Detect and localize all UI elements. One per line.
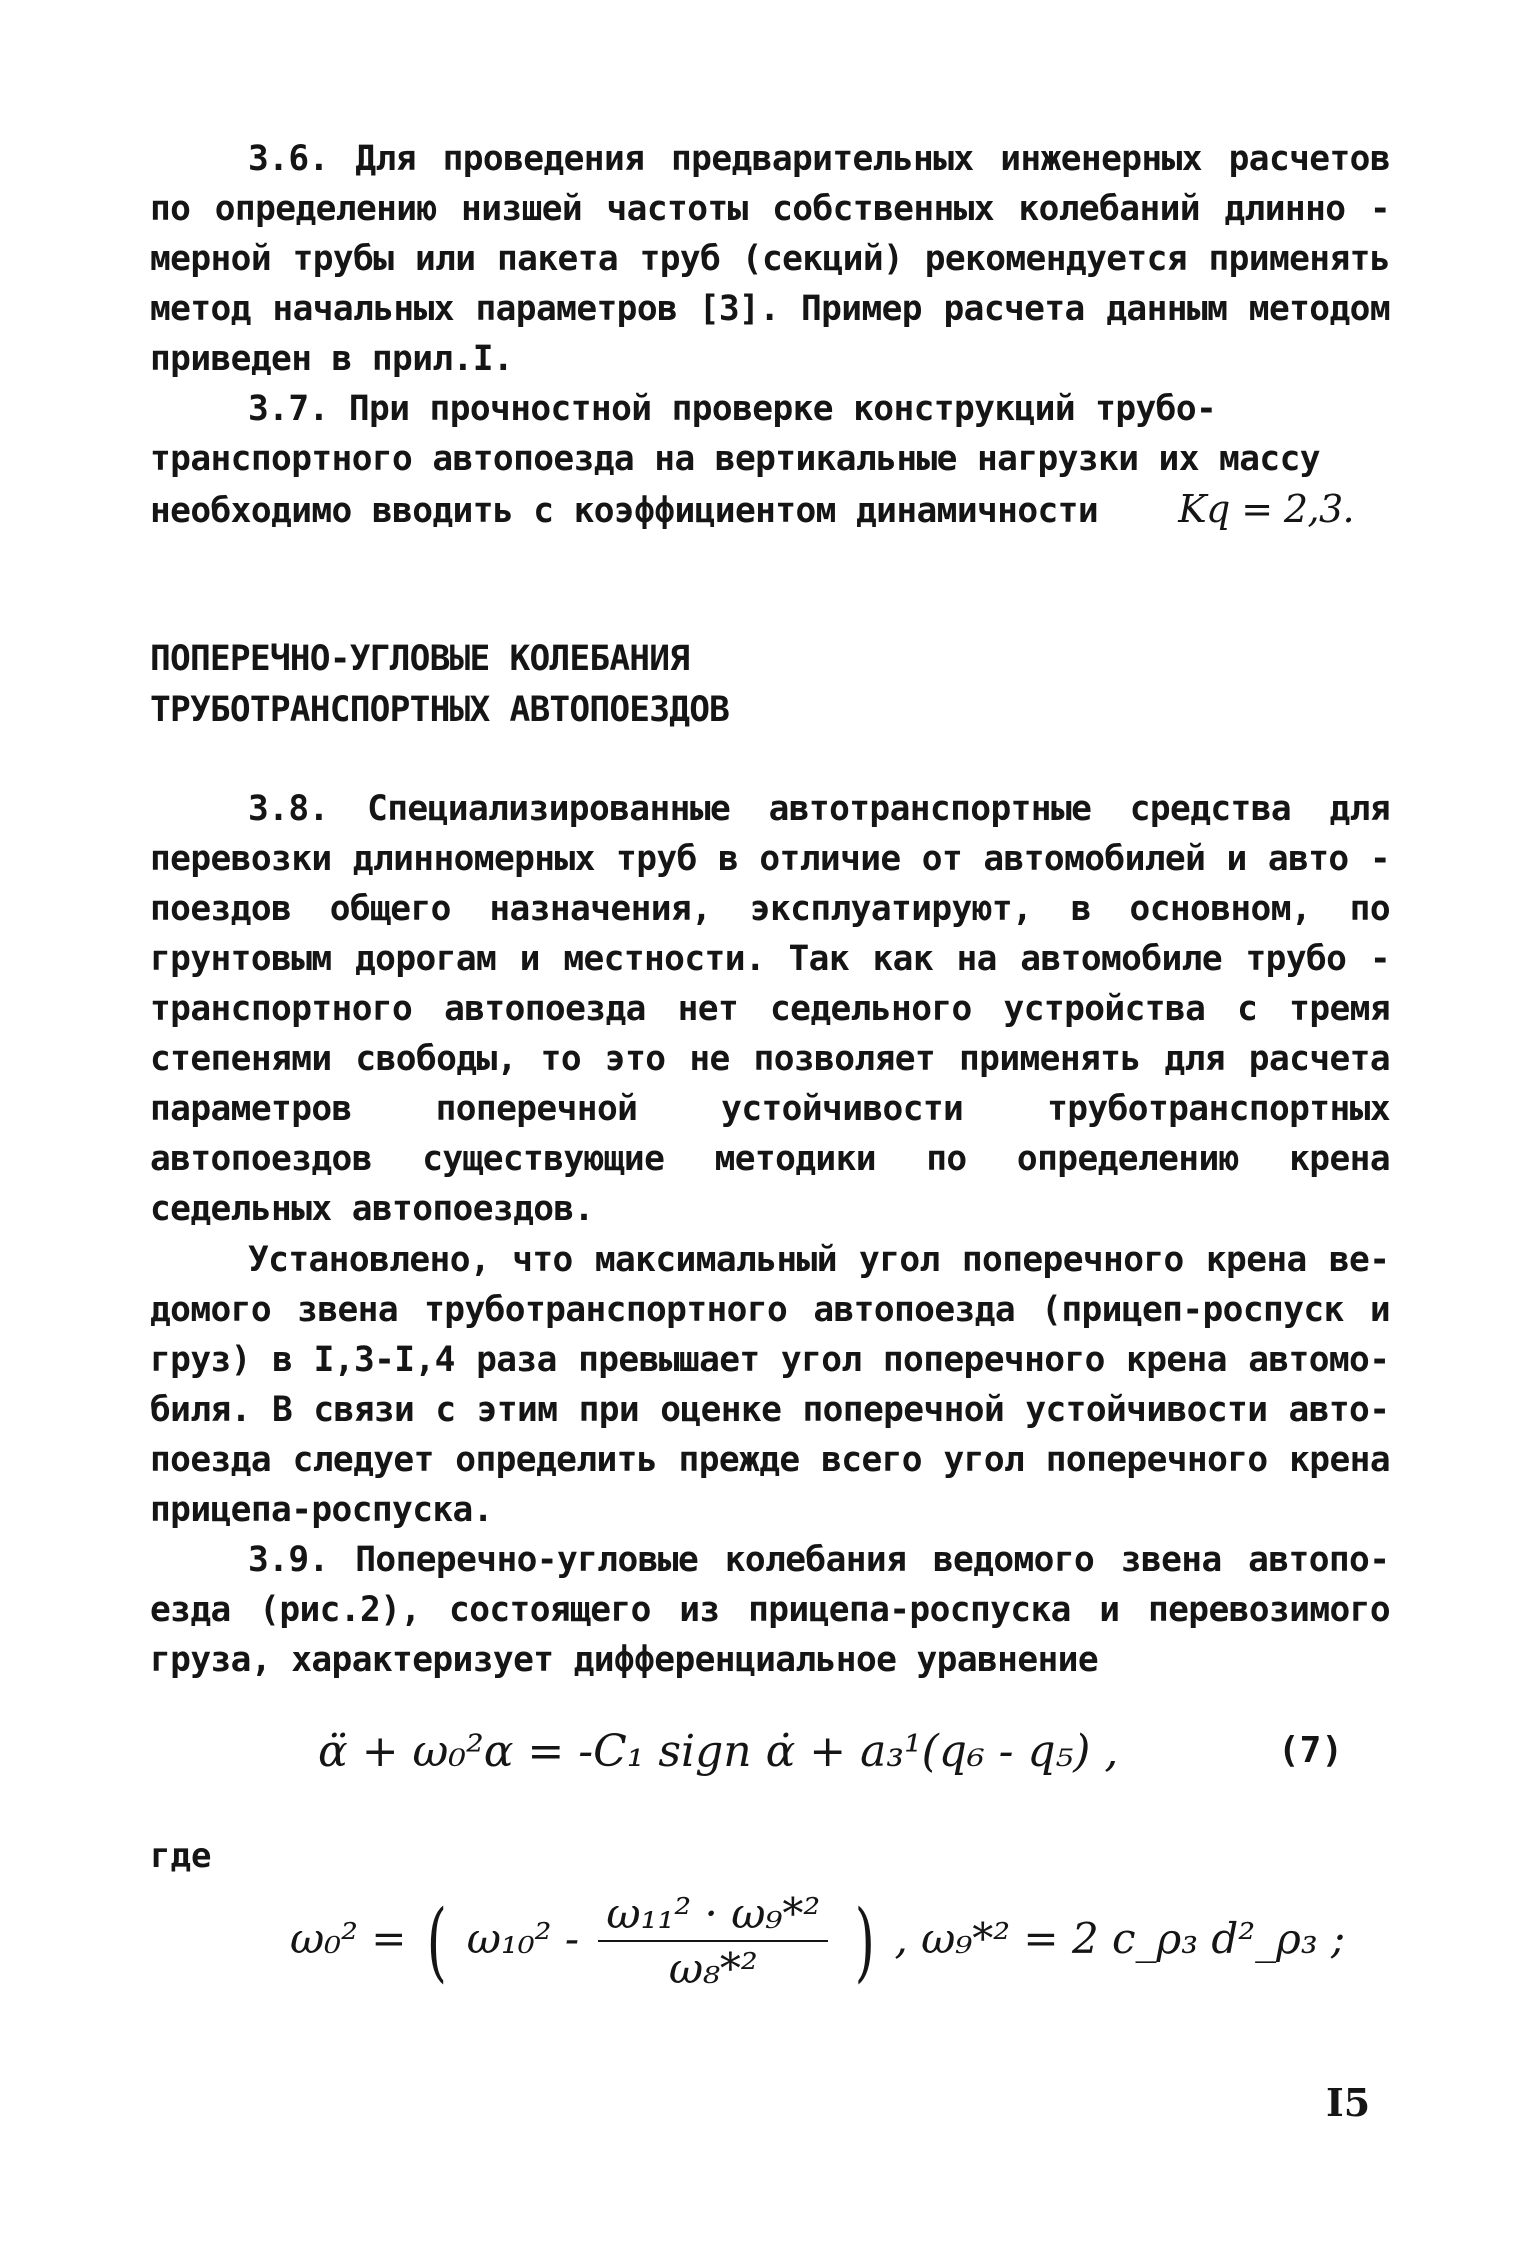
fraction-denominator: ω₈*² [668, 1944, 758, 1993]
equation-7: α̈ + ω₀²α = -C₁ sign α̇ + a₃¹(q₆ - q₅) , [318, 1726, 1119, 1777]
omega-fraction [598, 1890, 828, 1994]
omega-lhs: ω₀² = [290, 1914, 407, 1963]
paragraph-3-7-text [150, 384, 1390, 536]
dynamic-coefficient: Kq = 2,3. [1178, 487, 1355, 531]
paragraph-3-9 [150, 1535, 1390, 1685]
paragraph-established-text: Установлено, что максимальный угол поперечного крена ведомого звена труботранспортного автопоезда (прицеп-роспуск и груз) в I,3-I,4 раза превышает угол поперечного крена автомобиля. В связи с этим при оценке поперечной устойчивости автопоезда следует определить прежде всего угол поперечного крена прицепа-роспуска. [150, 1240, 1390, 1530]
fraction-numerator: ω₁₁² · ω₉*² [598, 1890, 828, 1942]
paragraph-3-8 [150, 784, 1390, 1234]
omega-tail: , ω₉*² = 2 c_ρ₃ d²_ρ₃ ; [894, 1914, 1346, 1963]
equation-omega [290, 1890, 1345, 1994]
paragraph-3-9-text: 3.9. Поперечно-угловые колебания ведомого звена автопоезда (рис.2), состоящего из прицепа-роспуска и перевозимого груза, характеризует дифференциальное уравнение [150, 1540, 1390, 1680]
paragraph-3-7-body: 3.7. При прочностной проверке конструкций труботранспортного автопоезда на вертикальные нагрузки их массу необходимо вводить с коэффициентом динамичности [150, 389, 1320, 531]
paragraph-3-7 [150, 384, 1390, 536]
paragraph-3-6 [150, 134, 1390, 384]
section-heading: ПОПЕРЕЧНО-УГЛОВЫЕ КОЛЕБАНИЯ ТРУБОТРАНСПОРТНЫХ АВТОПОЕЗДОВ [150, 639, 730, 730]
where-label: где [150, 1836, 212, 1876]
paragraph-3-8-text: 3.8. Специализированные автотранспортные средства для перевозки длинномерных труб в отличие от автомобилей и авто - поездов общего назначения, эксплуатируют, в основном, по грунтовым дорогам и местности. Так как на автомобиле трубо - транспортного автопоезда нет седельного устройства с тремя степенями свободы, то это не позволяет применять для расчета параметров поперечной устойчивости труботранспортных автопоездов существующие методики по определению крена седельных автопоездов. [150, 789, 1390, 1229]
omega-term1: ω₁₀² - [466, 1914, 580, 1963]
paragraph-3-6-text: 3.6. Для проведения предварительных инженерных расчетов по определению низшей частоты собственных колебаний длинно - мерной трубы или пакета труб (секций) рекомендуется применять метод начальных параметров [3]. Пример расчета данным методом приведен в прил.I. [150, 139, 1390, 379]
equation-7-number: (7) [1278, 1730, 1344, 1771]
page-number: I5 [1326, 2080, 1371, 2125]
paragraph-established [150, 1235, 1390, 1535]
right-paren: ) [854, 1892, 875, 1992]
left-paren: ( [426, 1892, 447, 1992]
